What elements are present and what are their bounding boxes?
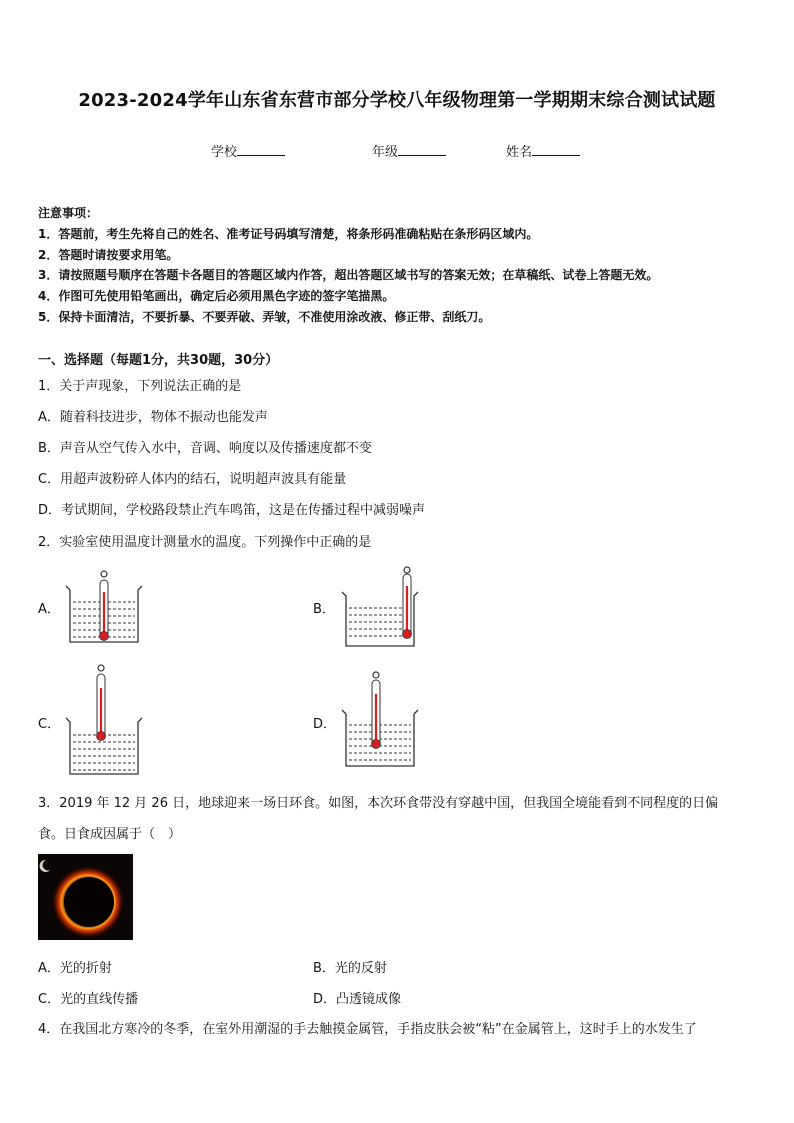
section-heading: 一、选择题（每题1分，共30题，30分）	[38, 353, 279, 368]
question-3-stem-line1: 3．2019 年 12 月 26 日，地球迎来一场日环食。如图，本次环食带没有穿越中国，但我国全境能看到不同程度的日偏	[38, 796, 719, 811]
thermometer-beaker-a-figure	[62, 568, 146, 648]
school-field	[211, 141, 285, 160]
notice-item: 1．答题前，考生先将自己的姓名、准考证号码填写清楚，将条形码准确粘贴在条形码区域内。	[38, 227, 539, 241]
name-field	[506, 141, 580, 160]
notice-item: 2．答题时请按要求用笔。	[38, 248, 179, 262]
thermometer-beaker-b-figure	[338, 566, 422, 650]
annular-eclipse-image	[38, 854, 133, 940]
question-4-stem: 4．在我国北方寒冷的冬季，在室外用潮湿的手去触摸金属管，手指皮肤会被“粘”在金属管上，这时手上的水发生了	[38, 1022, 697, 1037]
question-1-option-d[interactable]: D．考试期间，学校路段禁止汽车鸣笛，这是在传播过程中减弱噪声	[38, 503, 426, 518]
notice-item: 5．保持卡面清洁，不要折暴、不要弄破、弄皱，不准使用涂改液、修正带、刮纸刀。	[38, 310, 491, 324]
question-2-option-c-label[interactable]: C．	[38, 717, 61, 732]
thermometer-beaker-d-figure	[338, 670, 422, 770]
question-2-option-a-label[interactable]: A．	[38, 602, 60, 617]
question-3-stem-line2: 食。日食成因属于（ ）	[38, 827, 182, 842]
question-3-option-a[interactable]: A．光的折射	[38, 961, 112, 976]
grade-blank[interactable]	[398, 143, 446, 156]
question-1-option-a[interactable]: A．随着科技进步，物体不振动也能发声	[38, 410, 268, 425]
notice-item: 4．作图可先使用铅笔画出，确定后必须用黑色字迹的签字笔描黑。	[38, 289, 395, 303]
grade-label: 年级	[372, 145, 399, 160]
question-3-option-b[interactable]: B．光的反射	[313, 961, 387, 976]
question-2-option-b-label[interactable]: B．	[313, 602, 335, 617]
question-1-stem: 1．关于声现象，下列说法正确的是	[38, 379, 242, 394]
thermometer-beaker-c-figure	[62, 662, 146, 780]
question-3-option-c[interactable]: C．光的直线传播	[38, 992, 139, 1007]
school-label: 学校	[211, 145, 238, 160]
exam-title: 2023-2024学年山东省东营市部分学校八年级物理第一学期期末综合测试试题	[78, 90, 716, 111]
grade-field	[372, 141, 446, 160]
name-blank[interactable]	[532, 143, 580, 156]
name-label: 姓名	[506, 145, 533, 160]
notice-heading: 注意事项：	[38, 206, 99, 220]
school-blank[interactable]	[237, 143, 285, 156]
question-2-option-d-label[interactable]: D．	[313, 717, 337, 732]
question-3-option-d[interactable]: D．凸透镜成像	[313, 992, 402, 1007]
question-1-option-b[interactable]: B．声音从空气传入水中，音调、响度以及传播速度都不变	[38, 441, 372, 456]
question-2-stem: 2．实验室使用温度计测量水的温度。下列操作中正确的是	[38, 535, 372, 550]
notice-item: 3．请按照题号顺序在答题卡各题目的答题区域内作答，超出答题区域书写的答案无效；在草稿纸、试卷上答题无效。	[38, 268, 659, 282]
question-1-option-c[interactable]: C．用超声波粉碎人体内的结石，说明超声波具有能量	[38, 472, 347, 487]
